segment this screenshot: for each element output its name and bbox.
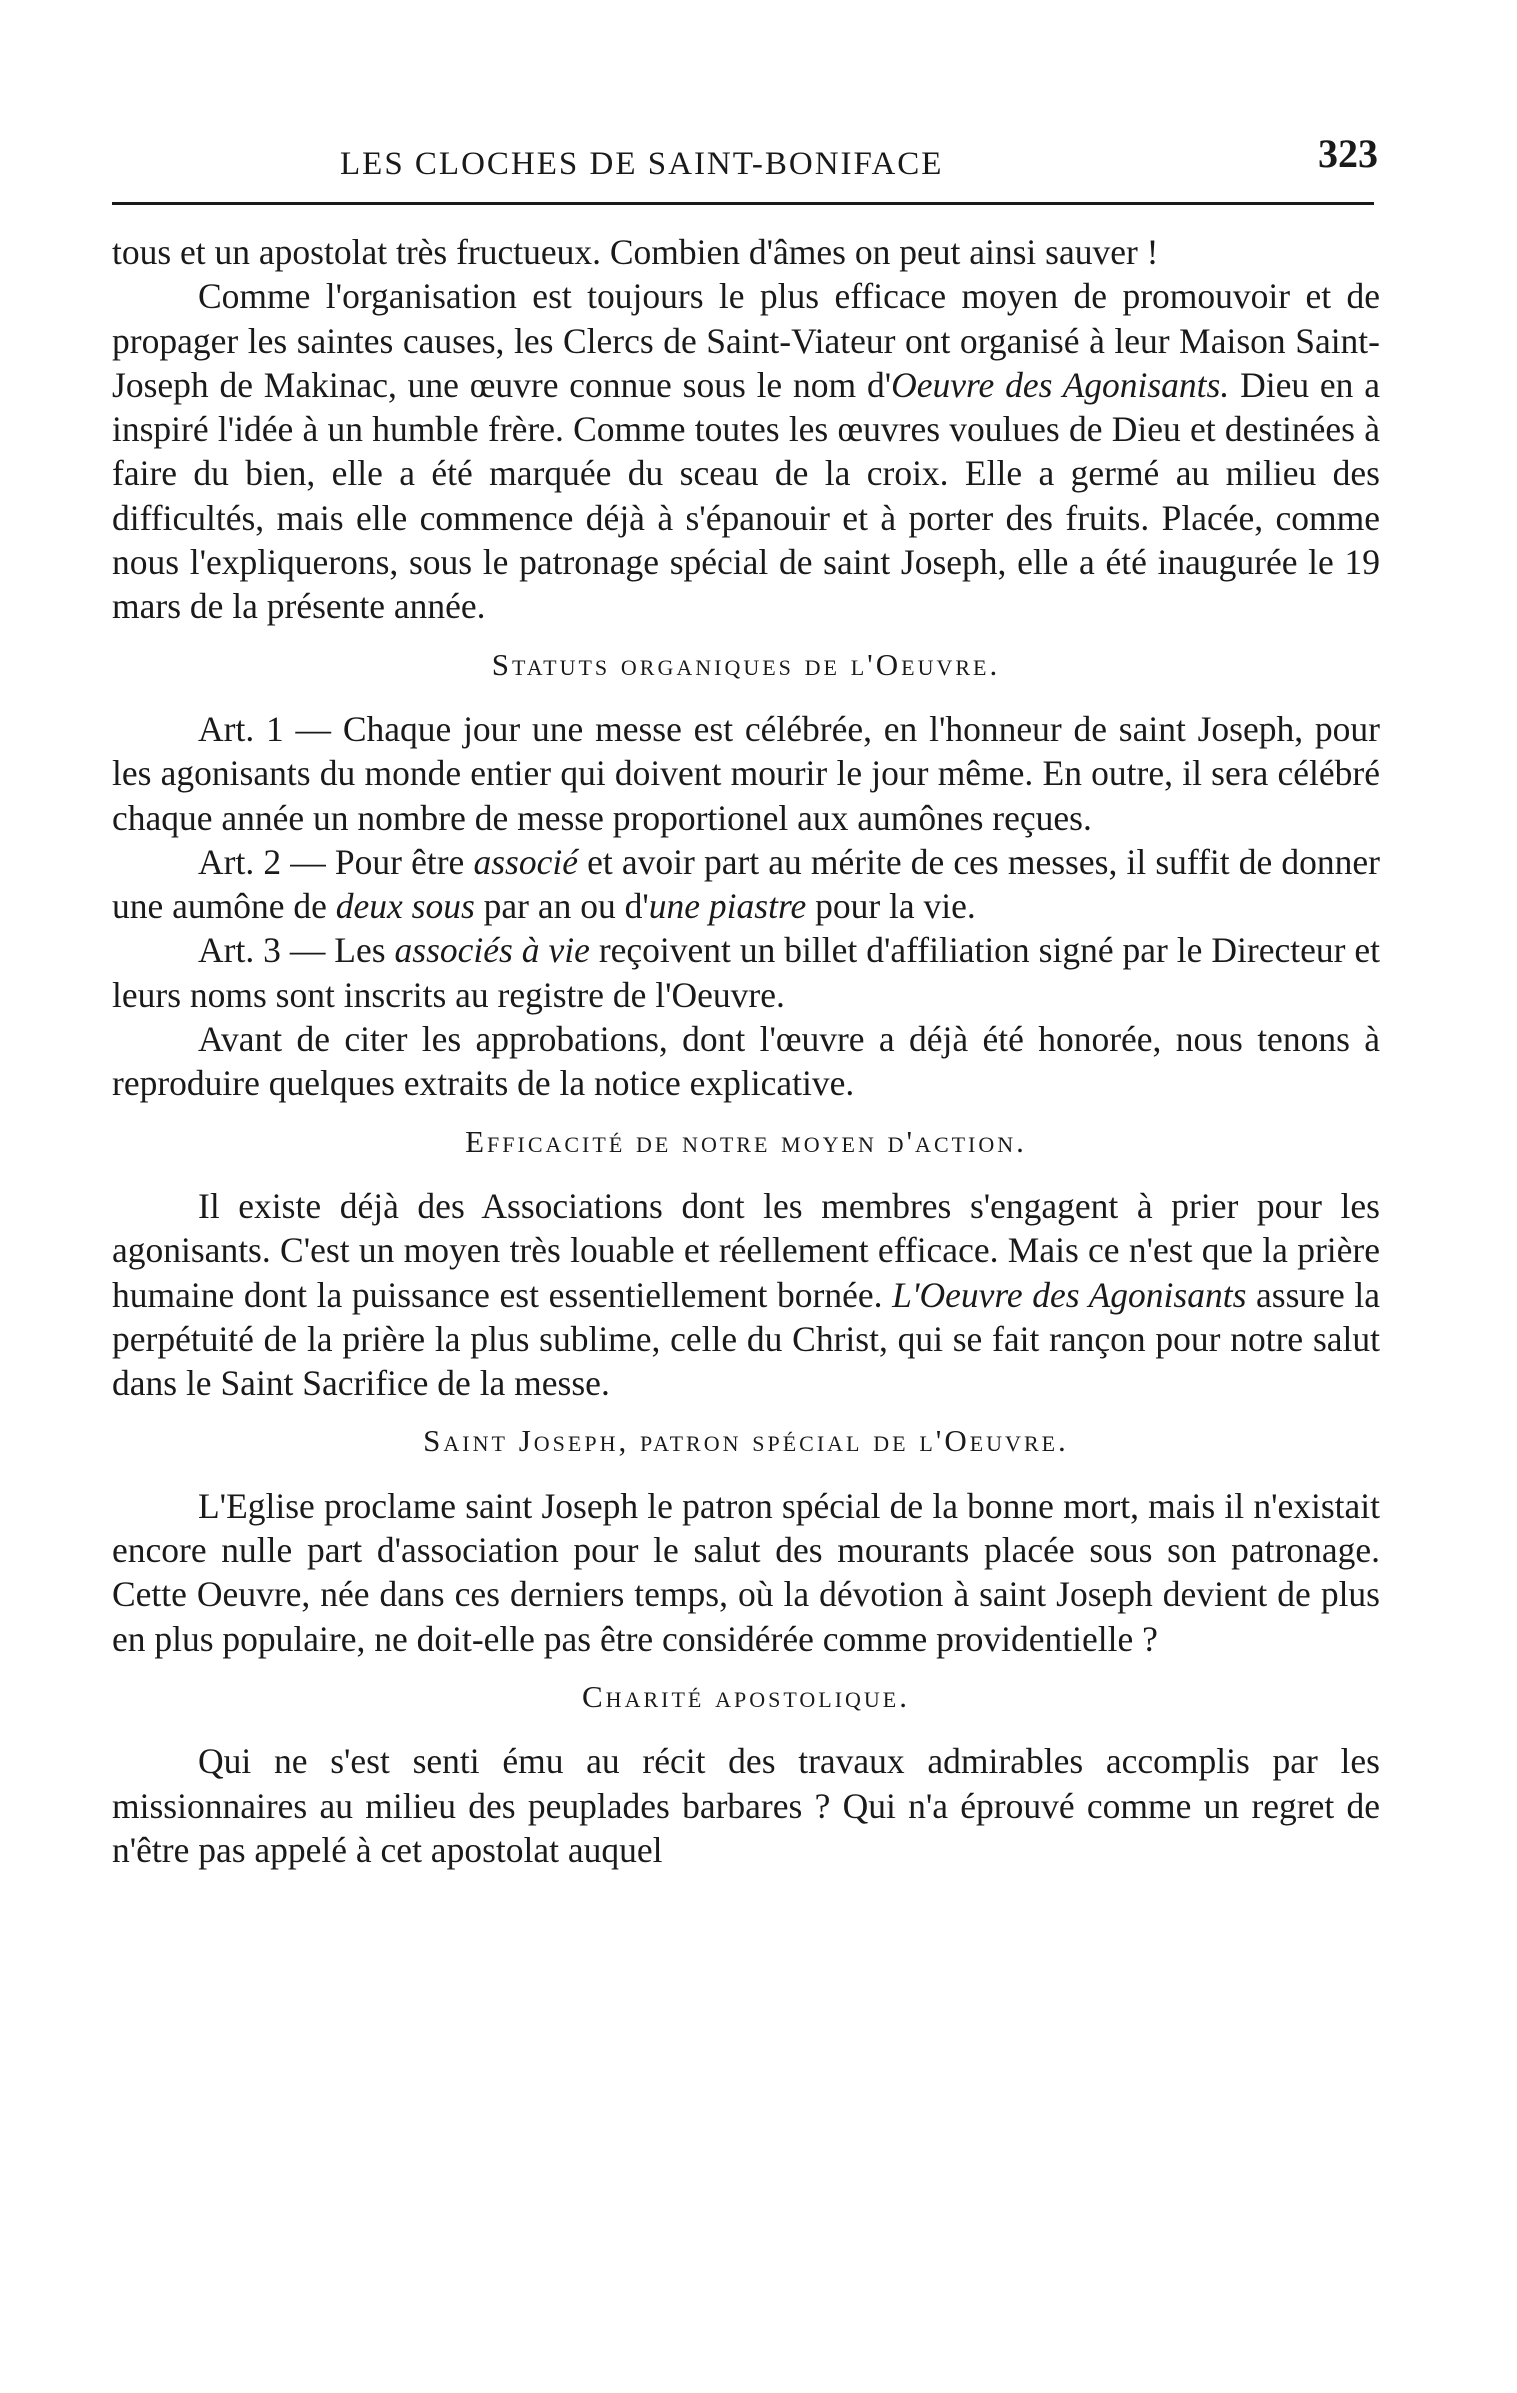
paragraph-text: Il existe déjà des Associations dont les membres s'engagent à prier pour les agonisants. C'est un moyen très louable et réellement efficace. Mais ce n'est que la prière humaine dont la puissance est essentiellement bornée. [112, 1185, 1380, 1315]
paragraph-text: assure la perpétuité de la prière la plus sublime, celle du Christ, qui se fait rançon pour notre salut dans le Saint Sacrifice de la messe. [112, 1274, 1380, 1404]
paragraph-text: et avoir part au mérite de ces messes, il suffit de donner une aumône de [112, 841, 1380, 927]
paragraph-text: reçoivent un billet d'affiliation signé par le Directeur et leurs noms sont inscrits au registre de l'Oeuvre. [112, 930, 1380, 1015]
paragraph-text: Art. 3 — Les [198, 930, 395, 971]
emphasis-associes-a-vie: associés à vie [394, 930, 590, 971]
paragraph-text: Comme l'organisation est toujours le plus efficace moyen de promouvoir et de propager les saintes causes, les Clercs de Saint-Viateur ont organisé à leur Maison Saint-Joseph de Makinac, une œuvre connue sous le nom d' [112, 276, 1380, 405]
emphasis-associe: associé [473, 841, 578, 882]
paragraph-text: Art. 2 — Pour être [198, 841, 474, 882]
paragraph-efficacite [112, 1184, 1380, 1405]
section-heading-statuts: Statuts organiques de l'Oeuvre. [491, 646, 1001, 682]
running-header [0, 118, 1517, 182]
work-title-emphasis: L'Oeuvre des Agonisants [892, 1274, 1247, 1315]
article-1: Art. 1 — Chaque jour une messe est célébrée, en l'honneur de saint Joseph, pour les agonisants du monde entier qui doivent mourir le jour même. En outre, il sera célébré chaque année un nombre de messe proportionel aux aumônes reçues. [112, 708, 1380, 838]
paragraph-charite: Qui ne s'est senti ému au récit des travaux admirables accomplis par les missionnaires au milieu des peuplades barbares ? Qui n'a éprouvé comme un regret de n'être pas appelé à cet apostolat auquel [112, 1741, 1380, 1870]
section-heading-charite: Charité apostolique. [582, 1678, 910, 1714]
running-title: LES CLOCHES DE SAINT-BONIFACE [340, 146, 944, 182]
article-2 [112, 840, 1380, 929]
paragraph-text: pour la vie. [806, 886, 976, 927]
section-heading-efficacite: Efficacité de notre moyen d'action. [465, 1123, 1027, 1159]
paragraph-continuation: tous et un apostolat très fructueux. Combien d'âmes on peut ainsi sauver ! [112, 232, 1159, 272]
body-text [112, 230, 1380, 1872]
header-rule [112, 202, 1374, 205]
work-title-emphasis: Oeuvre des Agonisants. [891, 364, 1230, 405]
section-heading-saint-joseph: Saint Joseph, patron spécial de l'Oeuvre. [423, 1423, 1069, 1459]
article-3 [112, 928, 1380, 1017]
paragraph-organisation [112, 274, 1380, 628]
paragraph-text: par an ou d' [474, 886, 649, 927]
emphasis-deux-sous: deux sous [335, 886, 475, 927]
page-number: 323 [1318, 131, 1378, 176]
paragraph-saint-joseph: L'Eglise proclame saint Joseph le patron spécial de la bonne mort, mais il n'existait encore nulle part d'association pour le salut des mourants placée sous son patronage. Cette Oeuvre, née dans ces derniers temps, où la dévotion à saint Joseph devient de plus en plus populaire, ne doit-elle pas être considérée comme providentielle ? [112, 1485, 1380, 1659]
paragraph-text: Dieu en a inspiré l'idée à un humble frère. Comme toutes les œuvres voulues de Dieu et destinées à faire du bien, elle a été marquée du sceau de la croix. Elle a germé au milieu des difficultés, mais elle commence déjà à s'épanouir et à porter des fruits. Placée, comme nous l'expliquerons, sous le patronage spécial de saint Joseph, elle a été inaugurée le 19 mars de la présente année. [112, 364, 1380, 627]
emphasis-une-piastre: une piastre [648, 886, 807, 927]
paragraph-approbations: Avant de citer les approbations, dont l'œuvre a déjà été honorée, nous tenons à reproduire quelques extraits de la notice explicative. [112, 1019, 1380, 1104]
